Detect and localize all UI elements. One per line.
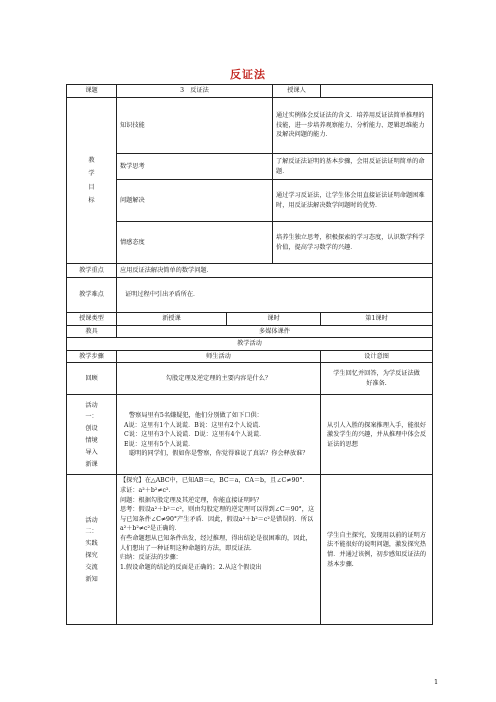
teacher-value [321,85,433,98]
review-step: 回顾 [67,363,117,395]
goal-text-problem: 通过学习反证法，让学生体会用直接证法证明命题困难时，用反证法解决数学问题时的优势． [273,180,433,222]
period-label: 课时 [227,313,321,326]
activity2-content [117,475,321,625]
activity1-step-line: 情境 [85,436,98,444]
type-value: 新授课 [117,313,227,326]
tools-value: 多媒体课件 [117,325,433,338]
activity1-line: E说：这里有5个人说谎． [124,440,195,448]
activity2-line: 问题：根据勾股定理及其逆定理，你能直接证明吗？ [120,496,263,504]
activity1-step-line: 创设 [85,425,98,433]
activity2-step [67,475,117,625]
goal-text-thinking: 了解反证法证明的基本步骤，会用反证法证明简单的命题． [273,154,433,180]
activity2-step-line: 活动 [85,516,98,524]
column-design: 设计意图 [321,350,433,363]
goal-name-attitude: 情感态度 [117,222,273,264]
goals-label-text: 教学目标 [88,157,95,204]
goal-text-attitude: 培养生独立思考，积极探索的学习态度，认识数学科学价值，提高学习数学的兴趣． [273,222,433,264]
key-point-label: 教学重点 [67,264,117,278]
lesson-label: 课题 [67,85,117,98]
activity1-step-line: 新课 [85,460,98,468]
activity1-step-line: 导入 [85,448,98,456]
activities-header: 教学活动 [67,338,433,351]
activity2-step-line: 实践 [85,540,98,548]
tools-label: 教具 [67,325,117,338]
activity1-line: 聪明的同学们，假如你是警察，你觉得谁说了真话？你会释放谁？ [129,450,309,458]
review-activity: 勾股定理及逆定理的主要内容是什么？ [117,363,321,395]
activity1-step [67,395,117,475]
activity2-step-line: 新知 [85,575,98,583]
activity1-design: 从引人入胜的探案推理入手，能很好激发学生的兴趣，并从推理中体会反证法的思想 [321,395,433,475]
key-point-text: 应用反证法解决简单的数学问题． [117,264,433,278]
teacher-label: 授课人 [273,85,321,98]
activity1-line: A说：这里有1个人说谎．B说：这里有2个人说谎． [124,421,265,429]
activity2-line: 归纳：反证法的步骤： [120,554,182,562]
goal-text-knowledge: 通过实例体会反证法的含义．培养用反证法简单推理的技能，进一步培养观察能力、分析能力、逻辑思维能力及解决问题的能力． [273,98,433,154]
goal-name-knowledge: 知识技能 [117,98,273,154]
activity1-content [117,395,321,475]
activity2-design: 学生自主探究，发现用以前的证明方法不能很好的说明问题，激发探究热情．并通过该例，初步感知反证法的基本步骤. [321,475,433,625]
document-title: 反证法 [230,68,266,81]
activity2-line: 有些命题想从已知条件出发，经过推理，得出结论是很困难的，因此，人们想出了一种证明这种命题的方法，即反证法． [120,535,312,552]
goals-label [67,98,117,264]
activity2-step-line: 交流 [85,563,98,571]
activity2-line: 求证：a²＋b²≠c²． [120,487,175,495]
activity1-line: C说：这里有3个人说谎．D说：这里有4个人说谎． [124,431,266,439]
activity1-step-line: 活动 [85,401,98,409]
lesson-plan-table [66,84,433,625]
difficulty-text: 证明过程中引出矛盾所在． [117,278,433,313]
column-step: 教学步骤 [67,350,117,363]
goal-name-problem: 问题解决 [117,180,273,222]
page-number: 1 [434,678,439,686]
activity2-line: 思考：假设a²＋b²＝c²，则由勾股定理的逆定理可以得到∠C＝90°，这与已知条件∠C≠90°产生矛盾．因此，假设a²＋b²＝c²是错误的．所以a²＋b²≠c²是正确的． [120,506,315,533]
activity2-line: 1.假设命题的结论的反面是正确的；2.从这个假设出 [120,563,262,571]
activity2-line: 【探究】在△ABC中，已知AB＝c，BC＝a，CA＝b，且∠C≠90°． [120,477,309,485]
type-label: 授课类型 [67,313,117,326]
goal-name-thinking: 数学思考 [117,154,273,180]
lesson-value: 3 反证法 [117,85,273,98]
activity2-step-line: 探究 [85,551,98,559]
activity2-step-line: 二： [85,528,98,536]
column-activity: 师生活动 [117,350,321,363]
difficulty-label-text: 教学难点 [79,291,104,299]
activity1-line: 警察局里有5名嫌疑犯，他们分别做了如下口供： [129,411,263,419]
difficulty-label [67,278,117,313]
activity1-step-line: 一： [85,413,98,421]
review-design: 学生回忆并回答，为学反证法做好准备. [321,363,433,395]
period-value: 第1课时 [321,313,433,326]
